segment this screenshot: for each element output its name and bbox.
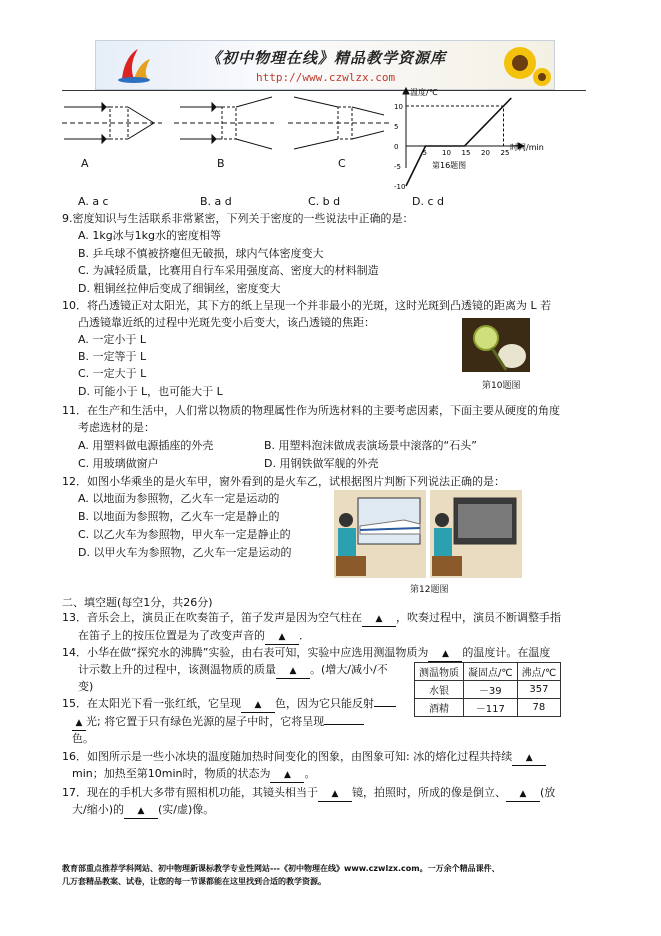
q17-blank-2[interactable]: ▲ bbox=[506, 787, 540, 802]
fig-label-a: A bbox=[81, 157, 89, 170]
q10-stem-1: 10．将凸透镜正对太阳光，其下方的纸上呈现一个并非最小的光斑，这时光斑到凸透镜的距离为 L 若 bbox=[62, 299, 552, 312]
q16-text-1a: 16．如图所示是一些小冰块的温度随加热时间变化的图象，由图象可知: 冰的熔化过程共持续 bbox=[62, 750, 513, 763]
q16-blank-2[interactable]: ▲ bbox=[270, 768, 304, 783]
q9-option-b[interactable]: B. 乒乓球不慎被挤瘪但无破损，球内气体密度变大 bbox=[78, 247, 324, 260]
q12-stem: 12．如图小华乘坐的是火车甲，窗外看到的是火车乙，试根据图片判断下列说法正确的是： bbox=[62, 475, 505, 488]
graph-ytick-label: -10 bbox=[394, 183, 406, 191]
q15-blank-2[interactable]: ▲ bbox=[72, 716, 86, 731]
q13-text-1b: ，吹奏过程中，演员不断调整手指 bbox=[396, 611, 561, 624]
footer-line-1: 教育部重点推荐学科网站、初中物理新课标教学专业性网站---《初中物理在线》www.czwlzx.com。一万余个精品课件、 bbox=[62, 864, 500, 873]
table-cell: 酒精 bbox=[415, 699, 464, 717]
q9-option-d[interactable]: D. 粗铜丝拉伸后变成了细铜丝，密度变大 bbox=[78, 282, 281, 295]
q11-stem-1: 11．在生产和生活中，人们常以物质的物理属性作为所选材料的主要考虑因素，下面主要从硬度的角度 bbox=[62, 404, 560, 417]
q14-blank-1[interactable]: ▲ bbox=[428, 647, 462, 662]
q15-line-3: 色。 bbox=[72, 732, 94, 745]
q14-text-2b: 。(增大/减小/不 bbox=[310, 663, 388, 676]
q17-line-2 bbox=[72, 803, 214, 819]
q16-blank-1[interactable]: ▲ bbox=[512, 751, 546, 766]
q17-text-1a: 17．现在的手机大多带有照相机功能，其镜头相当于 bbox=[62, 786, 318, 799]
graph-ytick-label: 0 bbox=[394, 143, 399, 151]
q13-blank-2[interactable]: ▲ bbox=[265, 630, 299, 645]
q14-text-1a: 14．小华在做“探究水的沸腾”实验，由右表可知，实验中应选用测温物质为 bbox=[62, 646, 429, 659]
graph-guide-line bbox=[406, 106, 504, 146]
graph-ytick-label: 10 bbox=[394, 103, 403, 111]
q9-stem: 9.密度知识与生活联系非常紧密，下列关于密度的一些说法中正确的是： bbox=[62, 212, 414, 225]
q12-option-c[interactable]: C. 以乙火车为参照物，甲火车一定是静止的 bbox=[78, 528, 291, 541]
q17-line-1 bbox=[62, 786, 555, 802]
q14-line-2 bbox=[78, 663, 388, 679]
q13-line-1 bbox=[62, 611, 561, 627]
page-footer bbox=[62, 862, 602, 888]
q13-text-1a: 13．音乐会上，演员正在吹奏笛子，笛子发声是因为空气柱在 bbox=[62, 611, 362, 624]
q16-line-2 bbox=[72, 767, 315, 783]
graph-ytick-label: 5 bbox=[394, 123, 399, 131]
graph-xtick-label: 10 bbox=[442, 149, 451, 157]
q13-text-2b: ． bbox=[299, 629, 310, 642]
q12-option-d[interactable]: D. 以甲火车为参照物，乙火车一定是运动的 bbox=[78, 546, 292, 559]
q14-text-1b: 的温度计。在温度 bbox=[462, 646, 551, 659]
q16-text-2a: min；加热至第10min时，物质的状态为 bbox=[72, 767, 271, 780]
sunflower-icon bbox=[494, 43, 550, 87]
fig-label-b: B bbox=[217, 157, 225, 170]
header-banner bbox=[95, 40, 555, 90]
q8-option-a[interactable]: A. a c bbox=[78, 195, 109, 208]
q11-stem-2: 考虑选材的是： bbox=[78, 421, 155, 434]
q10-option-d[interactable]: D. 可能小于 L，也可能大于 L bbox=[78, 385, 223, 398]
graph-xtick-label: 25 bbox=[500, 149, 510, 157]
table-header-cell: 沸点/℃ bbox=[517, 663, 561, 681]
table-header-cell: 测温物质 bbox=[415, 663, 464, 681]
q9-option-a[interactable]: A. 1kg冰与1kg水的密度相等 bbox=[78, 229, 222, 242]
q15-blank-1[interactable]: ▲ bbox=[241, 698, 275, 713]
q14-line-3: 变) bbox=[78, 680, 94, 693]
q17-text-2a: 大/缩小)的 bbox=[72, 803, 124, 816]
table-cell: 水银 bbox=[415, 681, 464, 699]
q17-text-2b: (实/虚)像。 bbox=[158, 803, 215, 816]
q17-text-1c: (放 bbox=[540, 786, 556, 799]
table-row bbox=[415, 681, 561, 699]
q11-option-b[interactable]: B. 用塑料泡沫做成表演场景中滚落的“石头” bbox=[264, 439, 477, 452]
graph-xtick-label: 5 bbox=[422, 149, 427, 157]
q10-caption: 第10题图 bbox=[482, 381, 521, 391]
q10-option-c[interactable]: C. 一定大于 L bbox=[78, 367, 147, 380]
graph-ylabel: 温度/℃ bbox=[410, 88, 438, 97]
q16-text-2b: 。 bbox=[304, 767, 316, 780]
q14-blank-2[interactable]: ▲ bbox=[276, 664, 310, 679]
q12-option-b[interactable]: B. 以地面为参照物，乙火车一定是静止的 bbox=[78, 510, 280, 523]
temperature-graph bbox=[392, 86, 552, 191]
q17-blank-3[interactable]: ▲ bbox=[124, 804, 158, 819]
site-logo-icon bbox=[114, 45, 154, 85]
q10-option-b[interactable]: B. 一定等于 L bbox=[78, 350, 147, 363]
table-cell: －117 bbox=[464, 699, 518, 717]
q11-option-d[interactable]: D. 用钢铁做军舰的外壳 bbox=[264, 457, 379, 470]
q15-text-1a: 15．在太阳光下看一张红纸，它呈现 bbox=[62, 697, 241, 710]
q8-option-b[interactable]: B. a d bbox=[200, 195, 232, 208]
q11-option-c[interactable]: C. 用玻璃做窗户 bbox=[78, 457, 159, 470]
q17-text-1b: 镜，拍照时，所成的像是倒立、 bbox=[352, 786, 506, 799]
q17-blank-1[interactable]: ▲ bbox=[318, 787, 352, 802]
graph-xlabel: 时间/min bbox=[510, 143, 544, 152]
q15-blank-3[interactable] bbox=[324, 724, 364, 725]
q14-text-2a: 计示数上升的过程中，该测温物质的质量 bbox=[78, 663, 276, 676]
table-header-row bbox=[415, 663, 561, 681]
q15-line-1 bbox=[62, 697, 396, 713]
table-header-cell: 凝固点/℃ bbox=[464, 663, 518, 681]
q10-option-a[interactable]: A. 一定小于 L bbox=[78, 333, 146, 346]
q13-blank-1[interactable]: ▲ bbox=[362, 612, 396, 627]
graph-ytick-label: -5 bbox=[394, 163, 401, 171]
q10-stem-2: 凸透镜靠近纸的过程中光斑先变小后变大，该凸透镜的焦距： bbox=[78, 316, 375, 329]
graph-xtick-label: 15 bbox=[461, 149, 471, 157]
q15-text-2b: 光; 将它置于只有绿色光源的屋子中时，它将呈现 bbox=[86, 715, 325, 728]
graph-caption: 第16题图 bbox=[432, 161, 467, 170]
banner-url[interactable]: http://www.czwlzx.com bbox=[256, 71, 396, 84]
table-row bbox=[415, 699, 561, 717]
melting-point-table bbox=[414, 662, 561, 717]
graph-xtick-label: 20 bbox=[481, 149, 490, 157]
q12-caption: 第12题图 bbox=[410, 585, 449, 595]
q13-line-2 bbox=[78, 629, 310, 645]
q11-option-a[interactable]: A. 用塑料做电源插座的外壳 bbox=[78, 439, 214, 452]
footer-line-2: 几万套精品教案、试卷，让您的每一节课都能在这里找到合适的教学资源。 bbox=[62, 877, 326, 886]
table-cell: －39 bbox=[464, 681, 518, 699]
q12-train-pictures bbox=[334, 490, 522, 578]
section-2-heading: 二、填空题(每空1分，共26分) bbox=[62, 596, 213, 609]
table-cell: 357 bbox=[517, 681, 561, 699]
table-cell: 78 bbox=[517, 699, 561, 717]
graph-series-line bbox=[406, 98, 511, 186]
banner-title: 《初中物理在线》精品教学资源库 bbox=[206, 49, 447, 67]
q8-option-d[interactable]: D. c d bbox=[412, 195, 444, 208]
q15-blank-2-start[interactable] bbox=[374, 706, 396, 707]
q8-option-c[interactable]: C. b d bbox=[308, 195, 341, 208]
q10-lens-photo bbox=[462, 318, 530, 372]
q15-line-2 bbox=[72, 715, 364, 731]
q9-option-c[interactable]: C. 为减轻质量，比赛用自行车采用强度高、密度大的材料制造 bbox=[78, 264, 379, 277]
q16-line-1 bbox=[62, 750, 546, 766]
fig-label-c: C bbox=[338, 157, 346, 170]
q15-text-1b: 色，因为它只能反射 bbox=[275, 697, 374, 710]
q13-text-2a: 在笛子上的按压位置是为了改变声音的 bbox=[78, 629, 265, 642]
q14-line-1 bbox=[62, 646, 550, 662]
q12-option-a[interactable]: A. 以地面为参照物，乙火车一定是运动的 bbox=[78, 492, 280, 505]
